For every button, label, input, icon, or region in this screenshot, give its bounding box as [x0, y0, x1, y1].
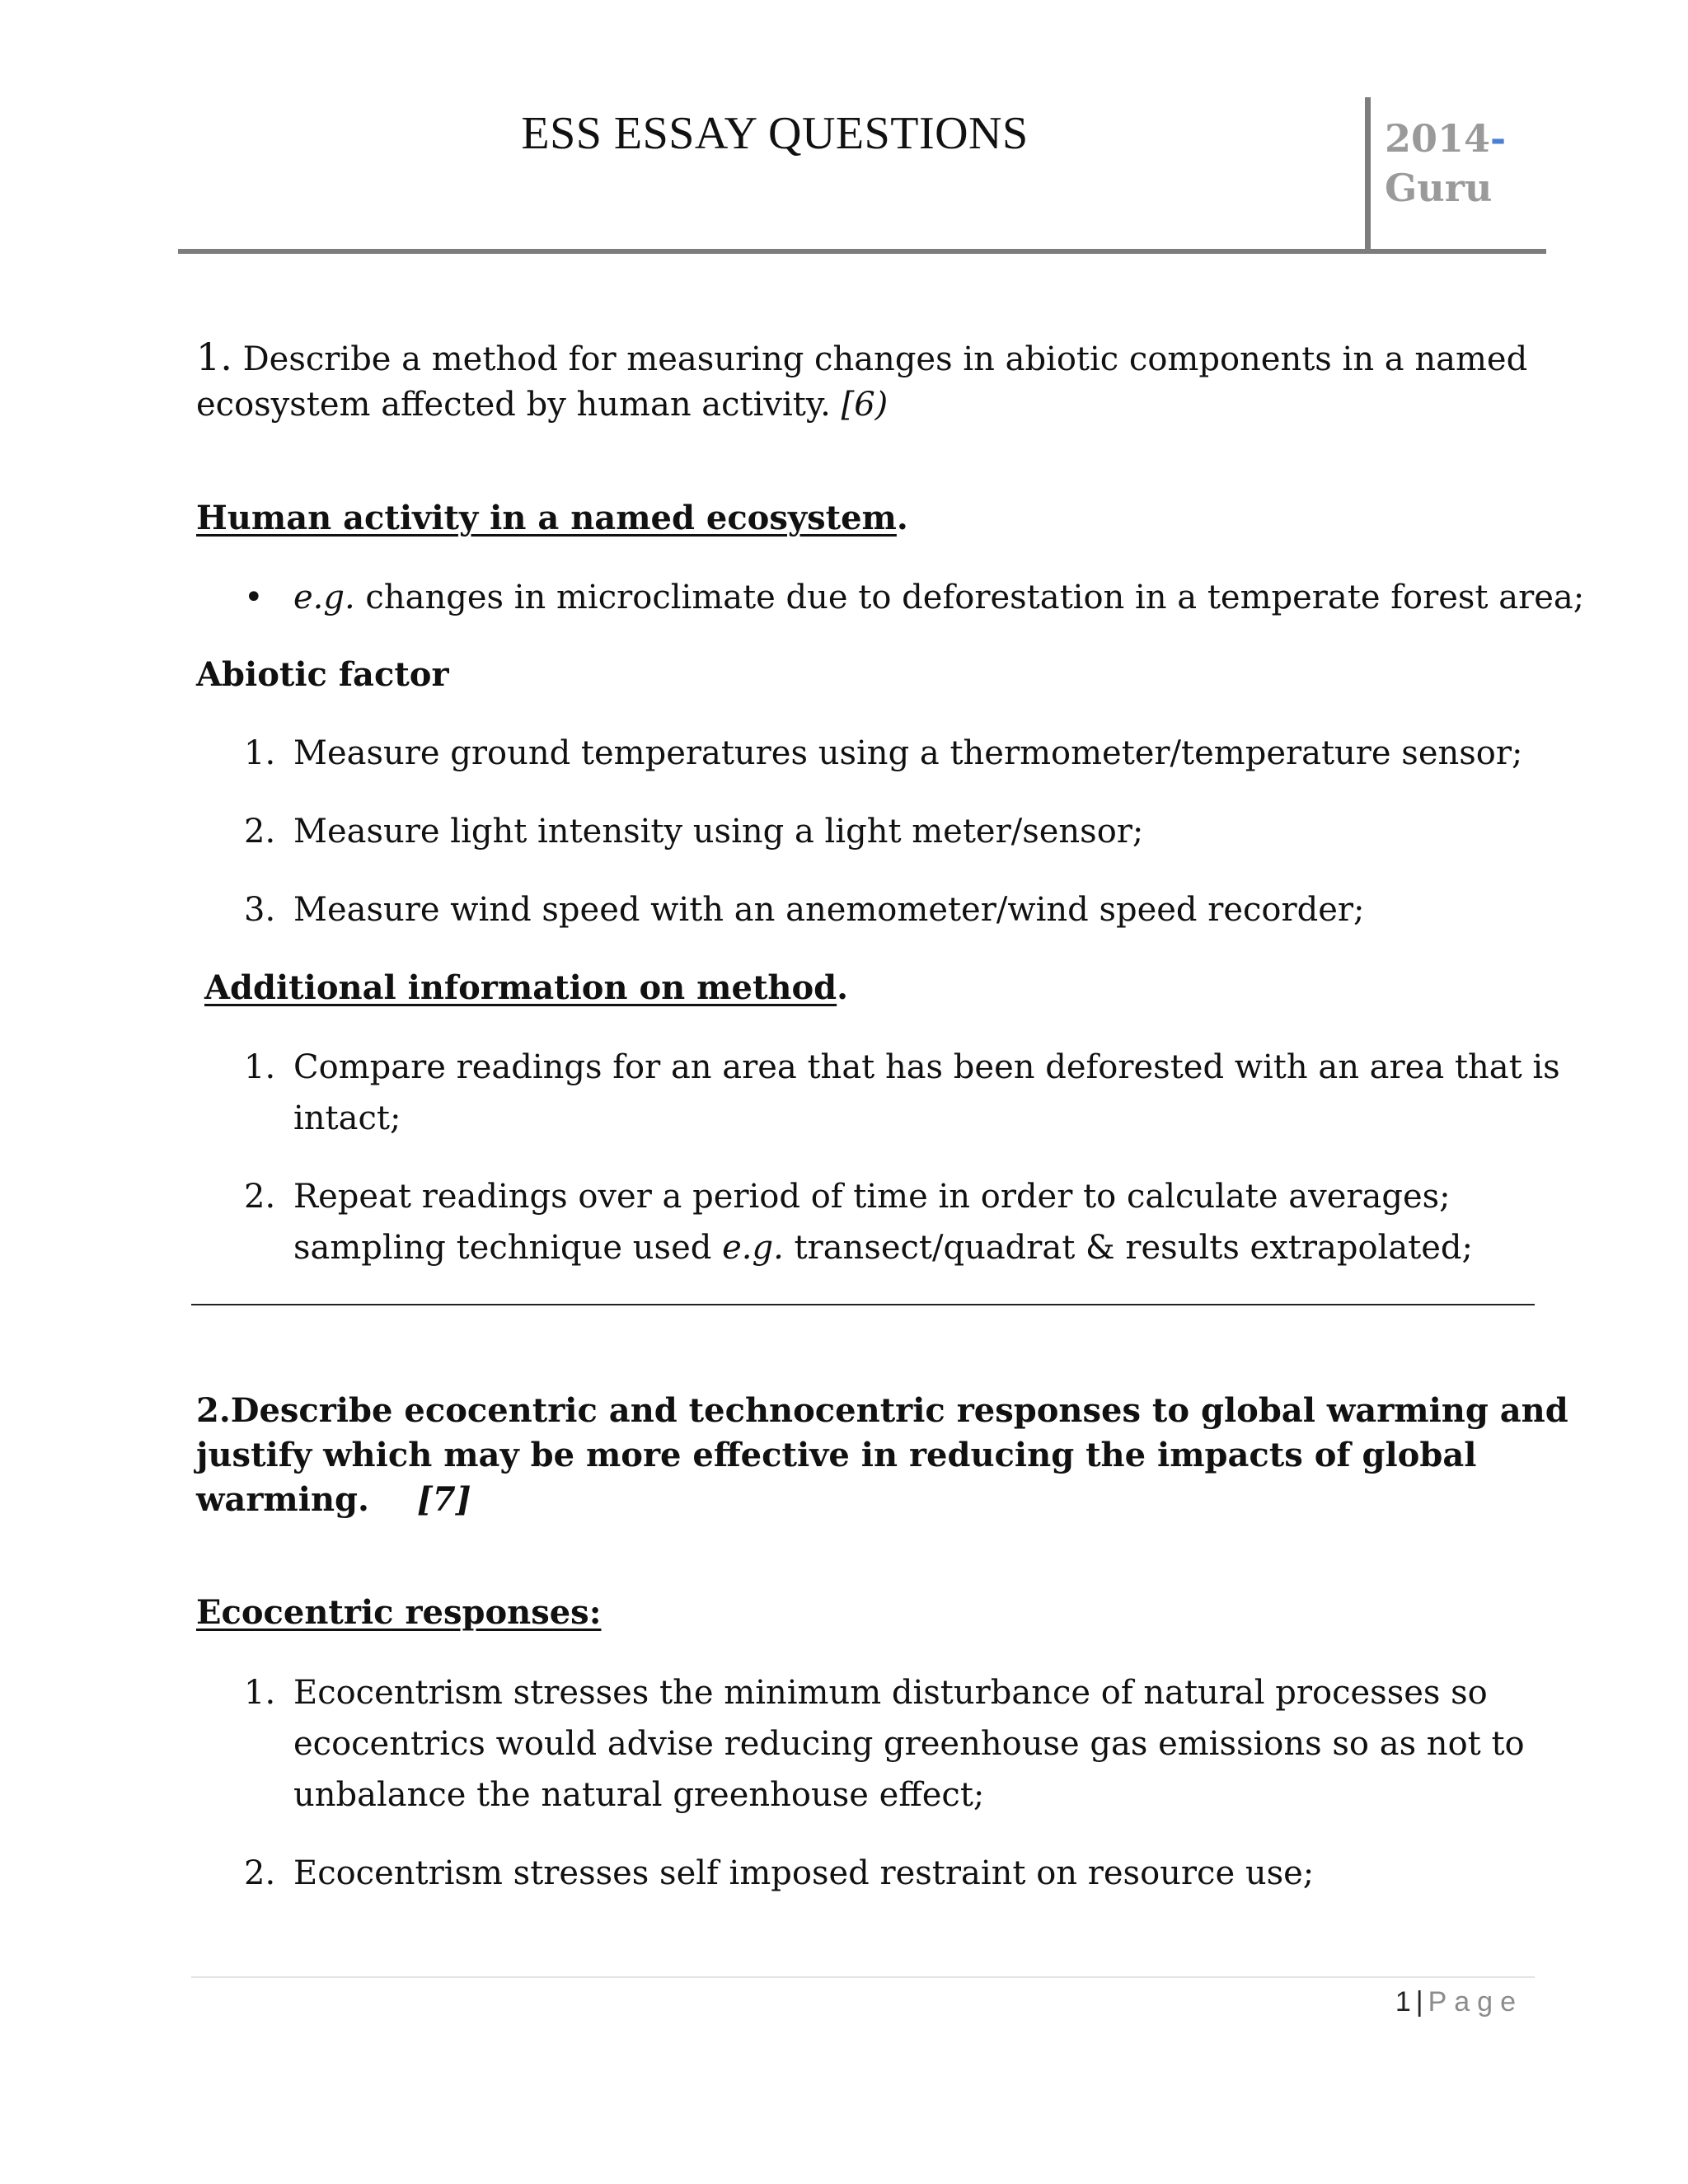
question-2-line-2: justify which may be more effective in reducing the impacts of global: [196, 1436, 1477, 1474]
list-item-line: sampling technique used e.g. transect/quadrat & results extrapolated;: [293, 1229, 1473, 1267]
footer-divider: [191, 1976, 1535, 1978]
question-1-text-2: ecosystem affected by human activity.: [196, 386, 842, 424]
list-item: Measure ground temperatures using a thermometer/temperature sensor;: [293, 734, 1523, 772]
list-item-line: intact;: [293, 1099, 401, 1137]
header-year-author: [1385, 114, 1506, 213]
bullet-marker: •: [244, 579, 264, 616]
question-1-text-1: Describe a method for measuring changes in abiotic components in a named: [232, 340, 1528, 378]
header-dash: -: [1490, 116, 1507, 161]
question-2-line-1: 2.Describe ecocentric and technocentric responses to global warming and: [196, 1391, 1568, 1430]
list-item: Measure light intensity using a light meter/sensor;: [293, 813, 1144, 851]
header-horizontal-divider: [178, 249, 1546, 254]
page-number: 1: [1395, 1986, 1411, 2018]
footer-separator: |: [1415, 1986, 1423, 2018]
list-item-line: Repeat readings over a period of time in order to calculate averages;: [293, 1178, 1451, 1216]
question-1-line-1: [196, 334, 1527, 382]
header-vertical-divider: [1365, 97, 1371, 254]
section-divider: [191, 1304, 1535, 1305]
document-title: ESS ESSAY QUESTIONS: [521, 108, 1029, 159]
question-2-marks: [7]: [416, 1480, 471, 1519]
list-number: 1.: [244, 1048, 276, 1086]
question-1-line-2: [196, 382, 888, 428]
list-item: e.g. changes in microclimate due to deforestation in a temperate forest area;: [293, 579, 1585, 616]
page-label: Page: [1428, 1986, 1523, 2018]
section-heading-additional-info: Additional information on method.: [204, 968, 849, 1007]
header-author: Guru: [1385, 166, 1493, 210]
question-1-number: 1.: [196, 335, 232, 379]
list-number: 2.: [244, 1178, 276, 1216]
page-footer: [1302, 1981, 1523, 2022]
list-item-line: Ecocentrism stresses the minimum disturbance of natural processes so: [293, 1674, 1488, 1712]
section-heading-human-activity: Human activity in a named ecosystem.: [196, 499, 908, 537]
question-2-line-3: warming. [7]: [196, 1480, 471, 1519]
section-heading-abiotic-factor: Abiotic factor: [196, 655, 449, 694]
list-item-line: unbalance the natural greenhouse effect;: [293, 1776, 985, 1814]
list-number: 1.: [244, 734, 276, 772]
list-number: 2.: [244, 813, 276, 851]
list-item-line: ecocentrics would advise reducing greenhouse gas emissions so as not to: [293, 1725, 1525, 1763]
list-item-line: Compare readings for an area that has been deforested with an area that is: [293, 1048, 1560, 1086]
list-item: Measure wind speed with an anemometer/wind speed recorder;: [293, 891, 1365, 929]
question-1-marks: [6): [841, 386, 889, 424]
header-year: 2014: [1385, 116, 1491, 161]
list-number: 3.: [244, 891, 276, 929]
list-number: 1.: [244, 1674, 276, 1712]
list-item-line: Ecocentrism stresses self imposed restraint on resource use;: [293, 1854, 1315, 1892]
section-heading-ecocentric-responses: Ecocentric responses:: [196, 1593, 602, 1632]
list-number: 2.: [244, 1854, 276, 1892]
